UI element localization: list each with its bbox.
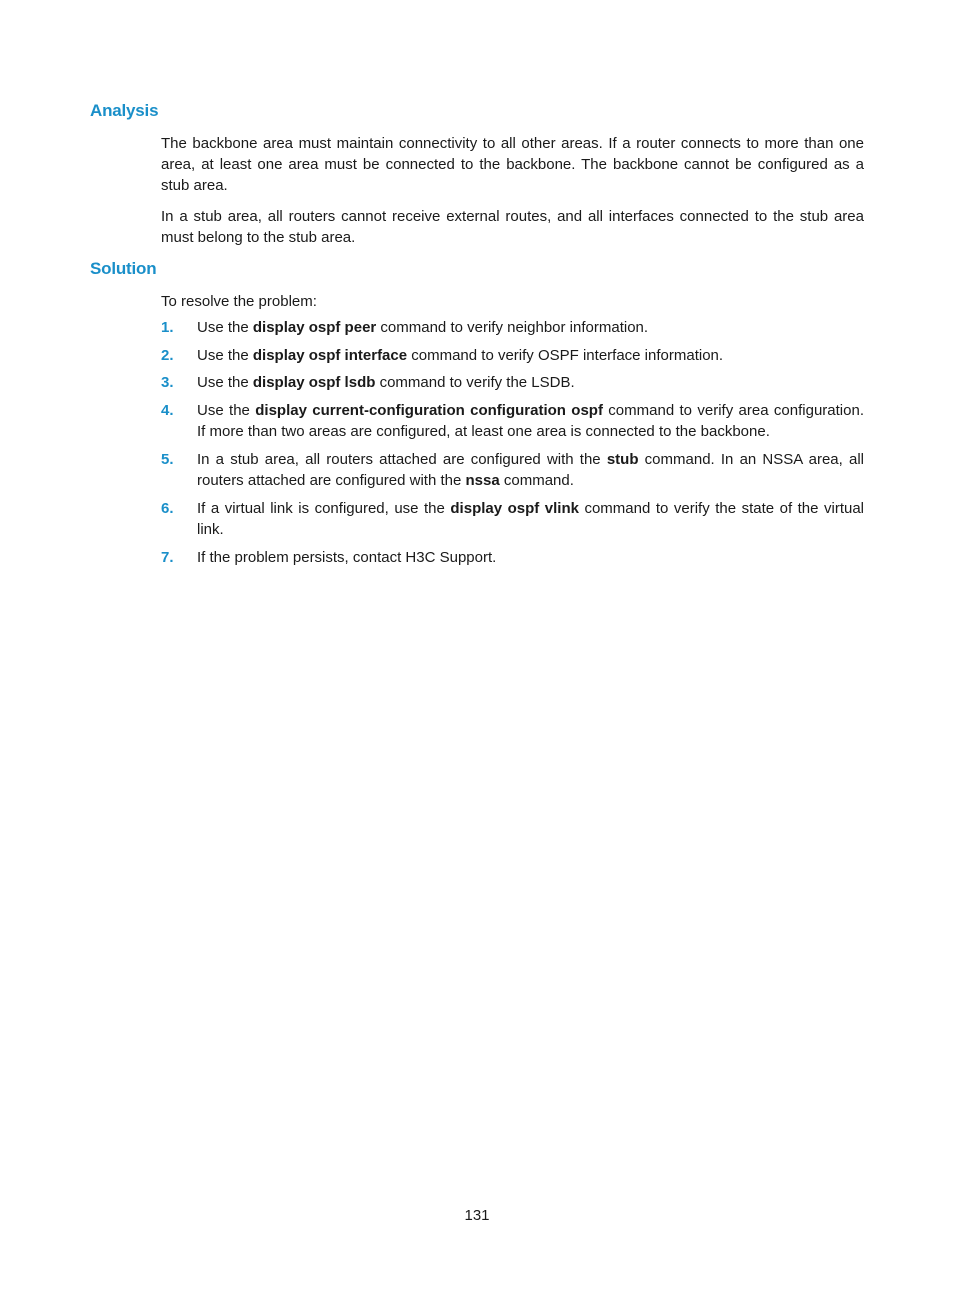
solution-intro: To resolve the problem: xyxy=(161,293,317,310)
step-item xyxy=(161,400,864,443)
step-number: 6. xyxy=(161,499,174,517)
step-item xyxy=(161,345,864,367)
step-text: Use the xyxy=(197,346,253,364)
step-item xyxy=(161,372,864,394)
step-item xyxy=(161,317,864,339)
step-command: display ospf interface xyxy=(252,346,408,364)
step-item xyxy=(161,547,864,569)
step-number: 5. xyxy=(161,450,174,468)
step-text: command. xyxy=(499,472,574,489)
step-text: command to verify the state of the virtual link. xyxy=(197,499,865,538)
step-text: command to verify neighbor information. xyxy=(376,319,649,336)
step-text: command to verify OSPF interface information. xyxy=(407,346,724,364)
step-text: If a virtual link is configured, use the xyxy=(197,499,451,517)
step-text: command to verify area configuration. If more than two areas are configured, at least one area is connected to the backbone. xyxy=(197,401,864,440)
step-number: 2. xyxy=(161,346,174,364)
step-text: If the problem persists, contact H3C Support. xyxy=(197,548,497,566)
step-command: display ospf vlink xyxy=(450,499,579,517)
analysis-heading: Analysis xyxy=(90,101,159,120)
step-text: command to verify the LSDB. xyxy=(375,374,575,391)
step-item xyxy=(161,498,864,541)
step-text: Use the xyxy=(197,374,253,391)
step-text: Use the xyxy=(197,401,256,419)
step-item xyxy=(161,449,864,492)
step-number: 1. xyxy=(161,319,174,336)
page-number: 131 xyxy=(464,1207,490,1224)
step-command: nssa xyxy=(465,472,500,489)
analysis-paragraph-1: The backbone area must maintain connectivity to all other areas. If a router connects to more than one area, at least one area must be connected to the backbone. The backbone cannot be configured as a stub area. xyxy=(161,135,864,194)
step-command: display current-configuration configuration ospf xyxy=(255,401,603,419)
step-number: 4. xyxy=(161,401,174,419)
step-text: In a stub area, all routers attached are configured with the xyxy=(197,450,607,468)
step-text: command. In an NSSA area, all routers attached are configured with the xyxy=(197,450,864,489)
analysis-paragraph-2: In a stub area, all routers cannot receive external routes, and all interfaces connected to the stub area must belong to the stub area. xyxy=(161,208,864,246)
step-number: 7. xyxy=(161,548,174,566)
step-text: Use the xyxy=(197,319,253,336)
step-command: display ospf lsdb xyxy=(252,374,376,391)
step-command: display ospf peer xyxy=(252,319,377,336)
solution-steps-list xyxy=(161,317,864,574)
solution-heading: Solution xyxy=(90,259,157,278)
step-number: 3. xyxy=(161,374,174,391)
step-command: stub xyxy=(606,450,639,468)
